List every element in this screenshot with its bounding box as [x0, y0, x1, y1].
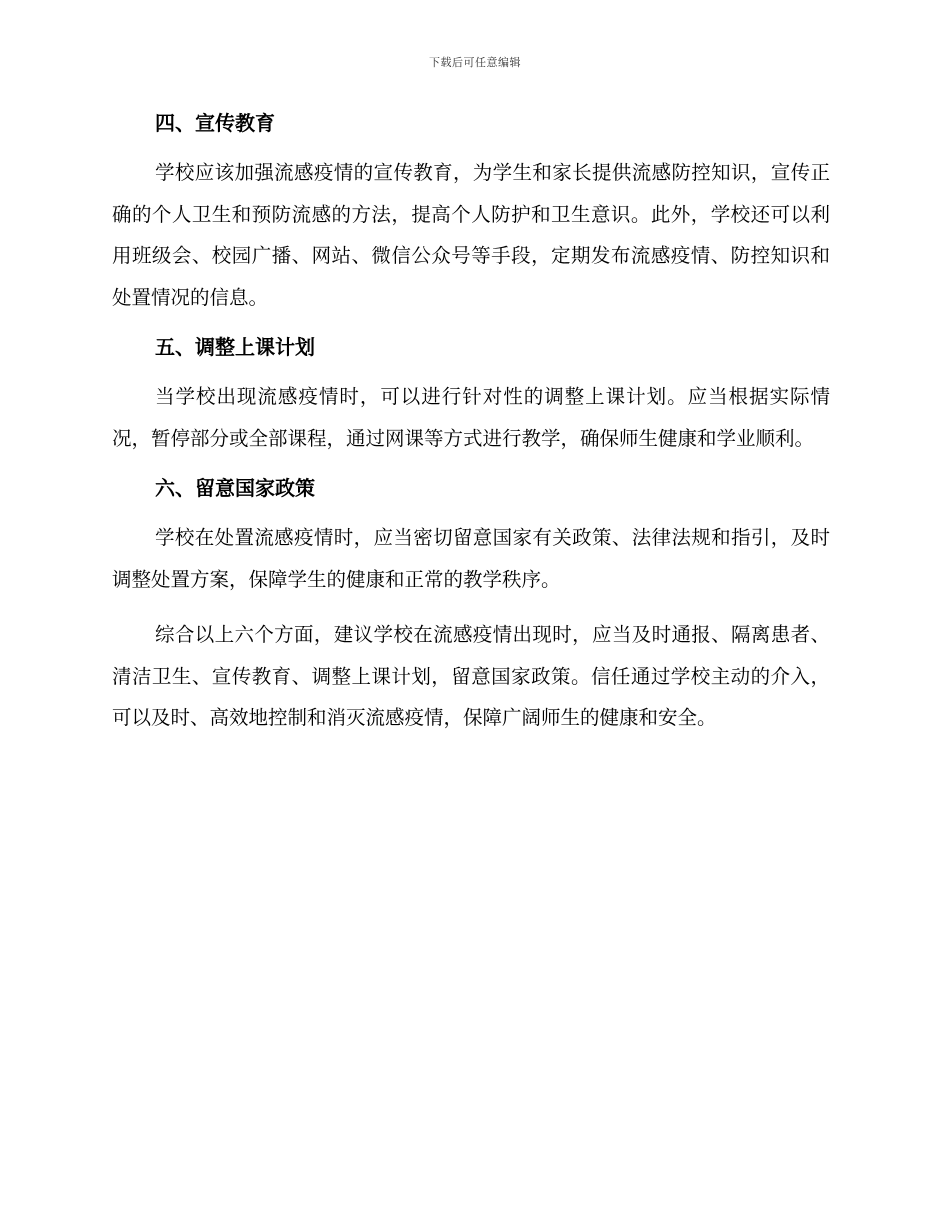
section-paragraph: 当学校出现流感疫情时，可以进行针对性的调整上课计划。应当根据实际情况，暂停部分或全部课程，通过网课等方式进行教学，确保师生健康和学业顺利。	[112, 385, 830, 450]
section-heading: 四、宣传教育	[155, 111, 275, 135]
page-header: 下载后可任意编辑	[429, 56, 521, 69]
section-publicity-education	[112, 108, 830, 318]
document-body	[112, 108, 830, 753]
section-adjust-class-schedule	[112, 332, 830, 459]
section-heading: 五、调整上课计划	[155, 335, 315, 359]
section-paragraph: 学校应该加强流感疫情的宣传教育，为学生和家长提供流感防控知识，宣传正确的个人卫生和预防流感的方法，提高个人防护和卫生意识。此外，学校还可以利用班级会、校园广播、网站、微信公众号等手段，定期发布流感疫情、防控知识和处置情况的信息。	[112, 161, 830, 309]
section-paragraph: 学校在处置流感疫情时，应当密切留意国家有关政策、法律法规和指引，及时调整处置方案，保障学生的健康和正常的教学秩序。	[112, 526, 830, 591]
section-national-policy	[112, 473, 830, 600]
conclusion-paragraph: 综合以上六个方面，建议学校在流感疫情出现时，应当及时通报、隔离患者、清洁卫生、宣传教育、调整上课计划，留意国家政策。信任通过学校主动的介入，可以及时、高效地控制和消灭流感疫情，保障广阔师生的健康和安全。	[112, 623, 830, 729]
section-heading: 六、留意国家政策	[155, 476, 315, 500]
